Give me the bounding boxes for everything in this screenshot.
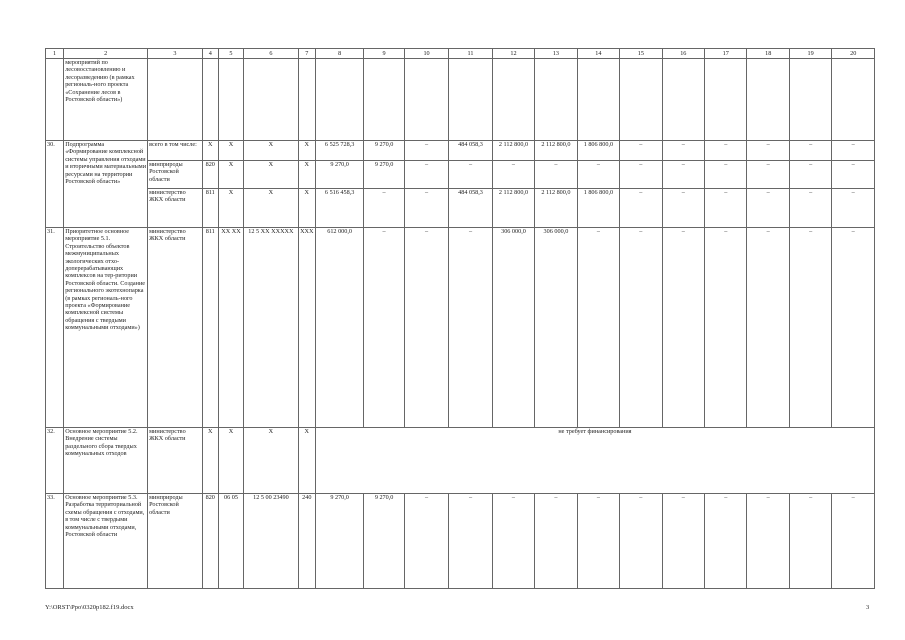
table-row-33: 33. Основное мероприятие 5.3. Разработка территориальной схемы обращения с отходами, в том числе с твердыми коммунальными отходами, Ростовской области минприроды Ростовской области 820 06 05 12 5 00 23490 240 9 270,0 9 270,0 – – – – – – – – – – – [46,494,875,589]
executor: минприроды Ростовской области [148,494,203,589]
header-row [46,49,875,59]
header-cell: 5 [218,49,243,59]
executor: министерство ЖКХ области [148,189,203,228]
row-number: 31. [46,228,64,428]
executor: минприроды Ростовской области [148,161,203,189]
header-cell: 7 [298,49,315,59]
row-number: 30. [46,141,64,228]
header-cell: 9 [364,49,404,59]
row-number: 32. [46,428,64,494]
executor: министерство ЖКХ области [148,228,203,428]
header-cell: 18 [747,49,789,59]
page-number: 3 [866,604,870,611]
table-row-continuation [46,59,875,141]
header-cell: 12 [492,49,534,59]
activity-name: Основное мероприятие 5.2. Внедрение системы раздельного сбора твердых коммунальных отходов [64,428,148,494]
header-cell: 2 [64,49,148,59]
header-cell: 16 [662,49,704,59]
header-cell: 3 [148,49,203,59]
header-cell: 17 [705,49,747,59]
activity-name: Подпрограмма «Формирование комплексной системы управления отходами и вторичными материальными ресурсами на территории Ростовской области» [64,141,148,228]
footer-file-path: Y:\ORST\Ppo\0320p182.f19.docx [45,604,134,611]
header-cell: 15 [620,49,662,59]
header-cell: 6 [244,49,299,59]
row-number: 33. [46,494,64,589]
header-cell: 1 [46,49,64,59]
no-financing-note: не требует финансирования [315,428,874,494]
table-row-31: 31. Приоритетное основное мероприятие 5.1. Строительство объектов межмуниципальных экологических отхо-доперерабатывающих комплексов на тер-ритории Ростовской области. Создание регионального экотехнопарка (в рамках региональ-ного проекта «Формирование комплексной системы обращения с твердыми коммунальными отходами») министерство ЖКХ области 811 ХХ ХХ 12 5 ХХ ХХХХХ ХХХ 612 000,0 – – – 306 000,0 306 000,0 – – – – – – – [46,228,875,428]
header-cell: 19 [789,49,831,59]
table-row-30-minprirody: минприроды Ростовской области 820 Х Х Х 9 270,0 9 270,0 – – – – – – – – – – – [46,161,875,189]
executor: всего в том числе: [148,141,203,161]
executor: министерство ЖКХ области [148,428,203,494]
activity-name: мероприятий по лесовосстановлению и лесоразведению (в рамках региональ-ного проекта «Сохранение лесов в Ростовской области») [64,59,148,141]
header-cell: 20 [832,49,875,59]
header-cell: 13 [535,49,577,59]
header-cell: 11 [449,49,492,59]
header-cell: 10 [404,49,448,59]
activity-name: Приоритетное основное мероприятие 5.1. Строительство объектов межмуниципальных экологических отхо-доперерабатывающих комплексов на тер-ритории Ростовской области. Создание регионального экотехнопарка (в рамках региональ-ного проекта «Формирование комплексной системы обращения с твердыми коммунальными отходами») [64,228,148,428]
table-row-30-minzhkh: министерство ЖКХ области 811 Х Х Х 6 516 458,3 – – 484 058,3 2 112 800,0 2 112 800,0 1 806 800,0 – – – – – – [46,189,875,228]
activity-name: Основное мероприятие 5.3. Разработка территориальной схемы обращения с отходами, в том числе с твердыми коммунальными отходами, Ростовской области [64,494,148,589]
table-row-32: 32. Основное мероприятие 5.2. Внедрение системы раздельного сбора твердых коммунальных отходов министерство ЖКХ области Х Х Х Х не требует финансирования [46,428,875,494]
table-row-30-total: 30. Подпрограмма «Формирование комплексной системы управления отходами и вторичными материальными ресурсами на территории Ростовской области» всего в том числе: Х Х Х Х 6 525 728,3 9 270,0 – 484 058,3 2 112 800,0 2 112 800,0 1 806 800,0 – – – – – – [46,141,875,161]
budget-table [45,48,875,589]
header-cell: 14 [577,49,619,59]
header-cell: 8 [315,49,364,59]
header-cell: 4 [202,49,218,59]
